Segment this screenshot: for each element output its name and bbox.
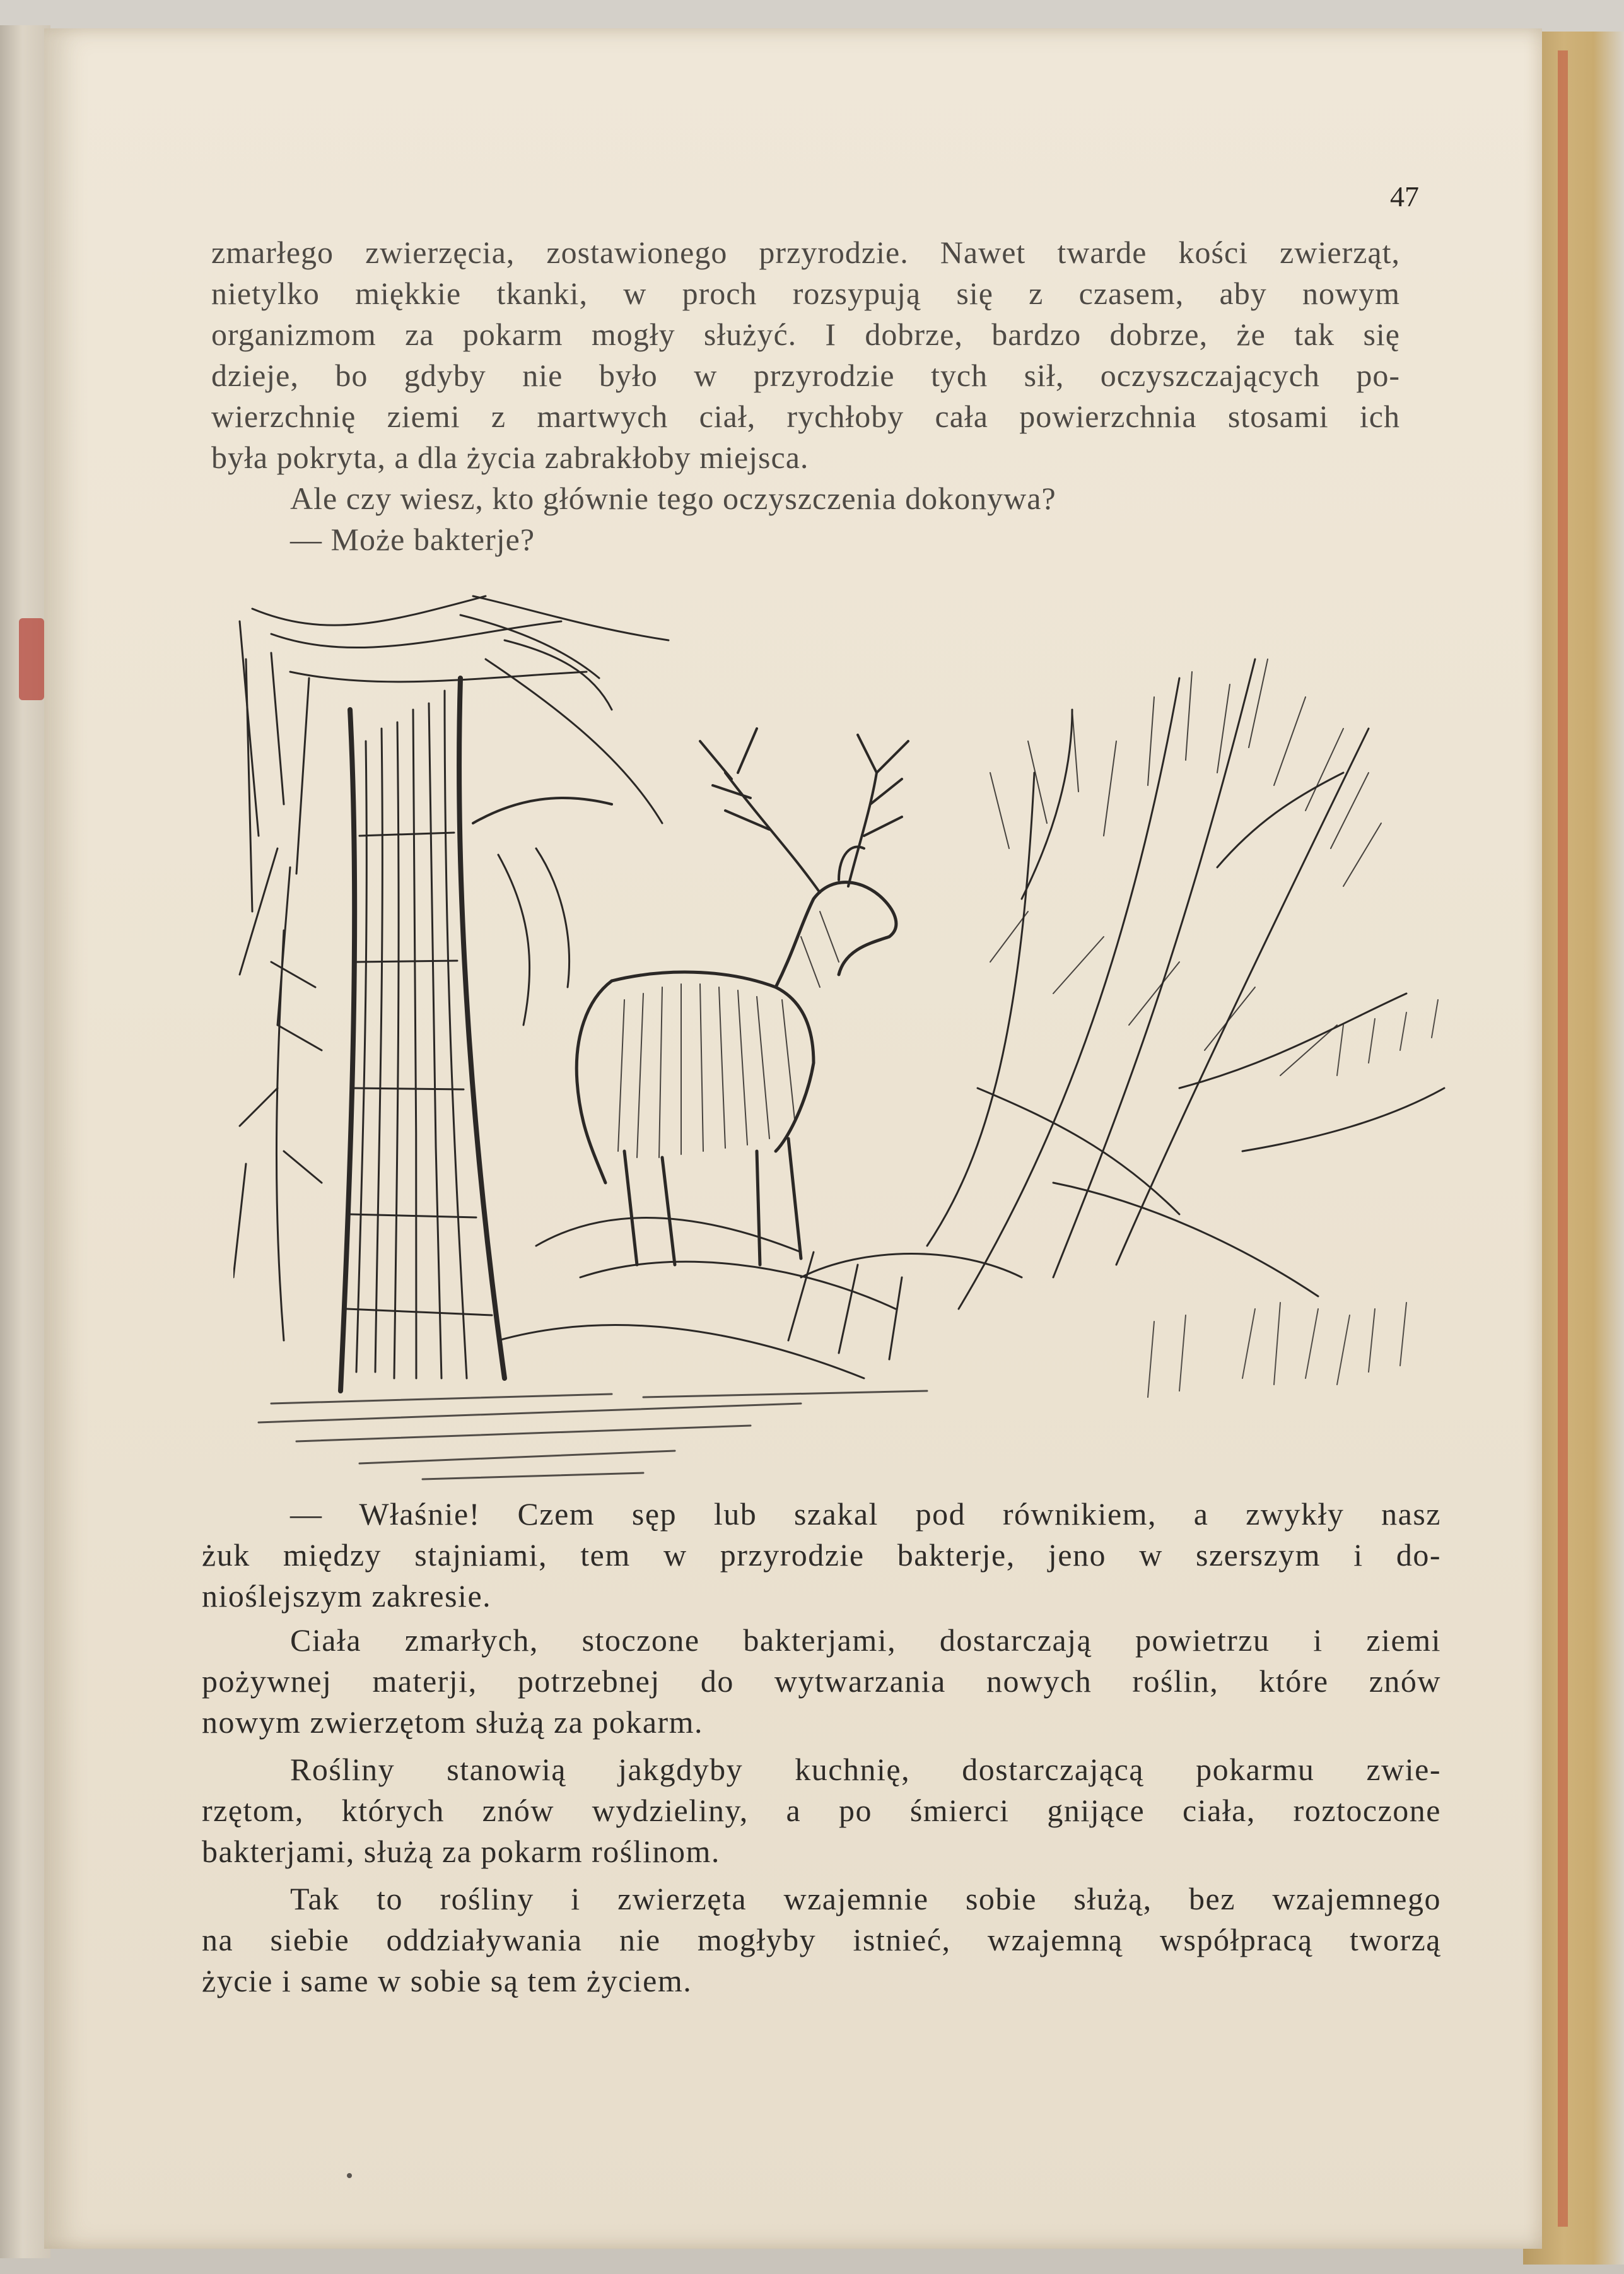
text-line: rzętom, których znów wydzieliny, a po śmierci gnijące ciała, roztoczone: [202, 1793, 1441, 1828]
text-line: na siebie oddziaływania nie mogłyby istnieć, wzajemną współpracą tworzą: [202, 1922, 1441, 1957]
left-page-edge: [0, 25, 50, 2258]
page-number: 47: [1390, 180, 1419, 213]
text-line: Tak to rośliny i zwierzęta wzajemnie sobie służą, bez wzajemnego: [290, 1881, 1441, 1916]
stag-forest-illustration: [233, 583, 1463, 1504]
binding-mark: [19, 618, 44, 700]
text-line: Ciała zmarłych, stoczone bakterjami, dostarczają powietrzu i ziemi: [290, 1622, 1441, 1658]
text-line: nietylko miękkie tkanki, w proch rozsypują się z czasem, aby nowym: [211, 276, 1400, 311]
text-line: bakterjami, służą za pokarm roślinom.: [202, 1834, 720, 1869]
text-line: żuk między stajniami, tem w przyrodzie bakterje, jeno w szerszym i do-: [202, 1537, 1441, 1573]
text-line: zmarłego zwierzęcia, zostawionego przyrodzie. Nawet twarde kości zwierząt,: [211, 235, 1400, 270]
text-line: wierzchnię ziemi z martwych ciał, rychłoby cała powierzchnia stosami ich: [211, 399, 1400, 434]
ink-dot: [347, 2173, 352, 2178]
text-line: nowym zwierzętom służą za pokarm.: [202, 1704, 704, 1740]
text-line: Rośliny stanowią jakgdyby kuchnię, dostarczającą pokarmu zwie-: [290, 1752, 1441, 1787]
text-line: pożywnej materji, potrzebnej do wytwarzania nowych roślin, które znów: [202, 1663, 1441, 1699]
text-line: organizmom za pokarm mogły służyć. I dobrze, bardzo dobrze, że tak się: [211, 317, 1400, 352]
text-line: była pokryta, a dla życia zabrakłoby miejsca.: [211, 440, 809, 475]
cover-red-stripe: [1558, 50, 1568, 2227]
text-line: nioślejszym zakresie.: [202, 1578, 492, 1614]
text-line: — Właśnie! Czem sęp lub szakal pod równikiem, a zwykły nasz: [290, 1496, 1441, 1532]
book-page: [44, 28, 1542, 2249]
text-line: dzieje, bo gdyby nie było w przyrodzie tych sił, oczyszczających po-: [211, 358, 1400, 393]
text-line: życie i same w sobie są tem życiem.: [202, 1963, 692, 1998]
text-line: — Może bakterje?: [290, 522, 535, 557]
text-line: Ale czy wiesz, kto głównie tego oczyszczenia dokonywa?: [290, 481, 1056, 516]
